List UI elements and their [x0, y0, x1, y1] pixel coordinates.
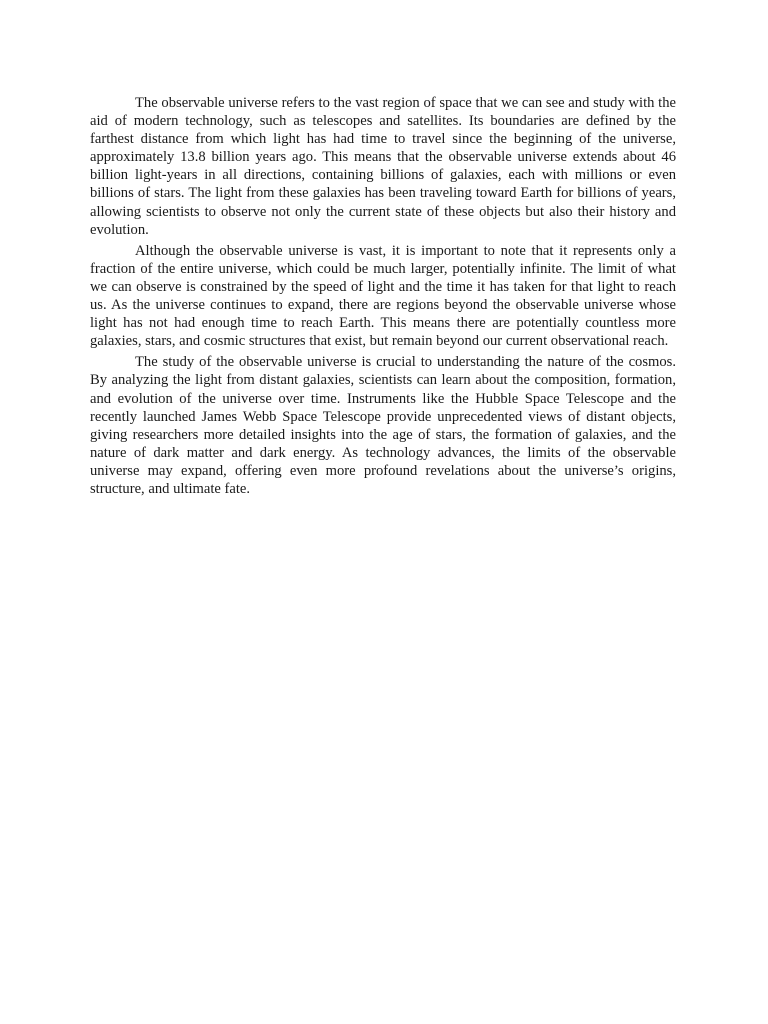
paragraph-3: The study of the observable universe is crucial to understanding the nature of the cosmos. By analyzing the light from distant galaxies, scientists can learn about the composition, formation, and evolution of the universe over time. Instruments like the Hubble Space Telescope and the recently launched James Webb Space Telescope provide unprecedented views of distant objects, giving researchers more detailed insights into the age of stars, the formation of galaxies, and the nature of dark matter and dark energy. As technology advances, the limits of the observable universe may expand, offering even more profound revelations about the universe’s origins, structure, and ultimate fate.	[90, 354, 676, 497]
paragraph-1: The observable universe refers to the vast region of space that we can see and study with the aid of modern technology, such as telescopes and satellites. Its boundaries are defined by the farthest distance from which light has had time to travel since the beginning of the universe, approximately 13.8 billion years ago. This means that the observable universe extends about 46 billion light-years in all directions, containing billions of galaxies, each with millions or even billions of stars. The light from these galaxies has been traveling toward Earth for billions of years, allowing scientists to observe not only the current state of these objects but also their history and evolution.	[90, 95, 676, 238]
document-page	[90, 94, 676, 501]
paragraph-2: Although the observable universe is vast, it is important to note that it represents only a fraction of the entire universe, which could be much larger, potentially infinite. The limit of what we can observe is constrained by the speed of light and the time it has taken for that light to reach us. As the universe continues to expand, there are regions beyond the observable universe whose light has not had enough time to reach Earth. This means there are potentially countless more galaxies, stars, and cosmic structures that exist, but remain beyond our current observational reach.	[90, 242, 676, 350]
